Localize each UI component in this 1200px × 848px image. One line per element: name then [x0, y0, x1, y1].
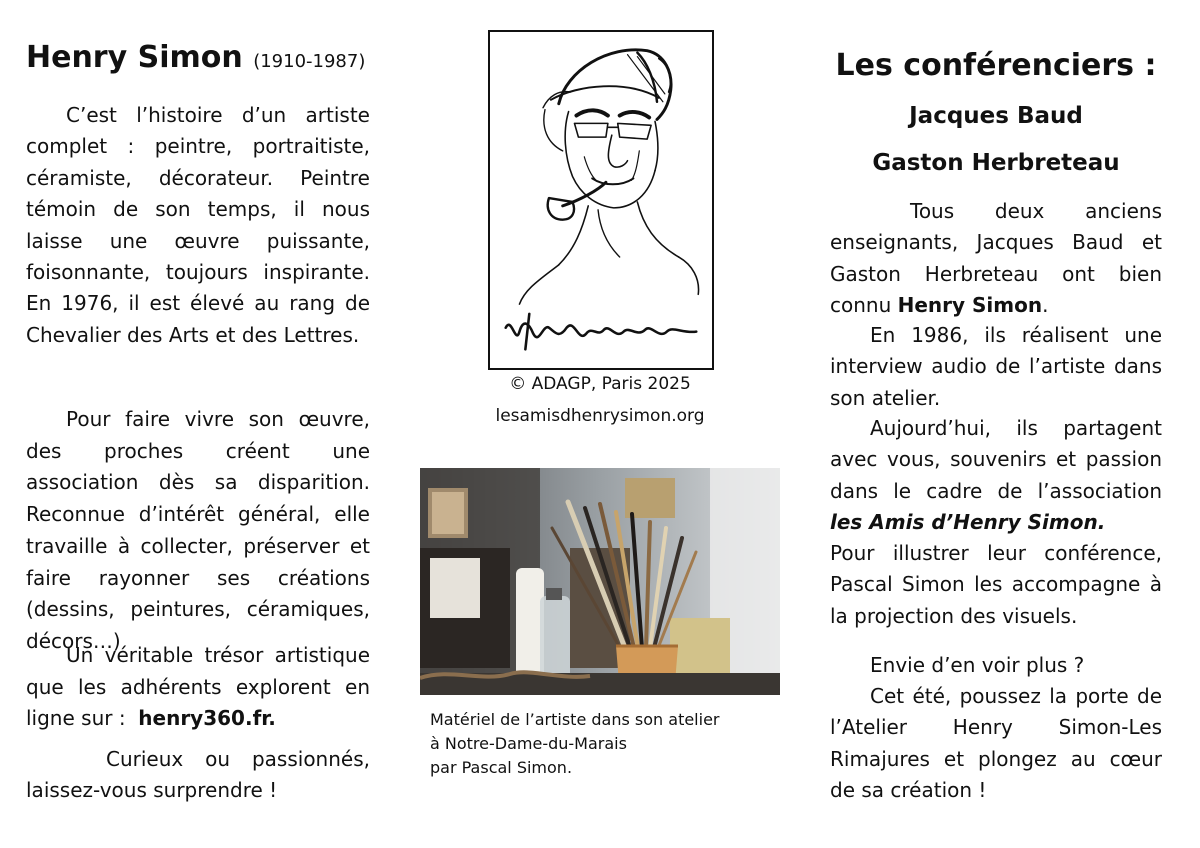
henry-simon-bold: Henry Simon [897, 292, 1043, 317]
atelier-invitation-paragraph: Cet été, poussez la porte de l’Atelier Henry Simon-Les Rimajures et plongez au cœur de sa création ! [830, 684, 1162, 802]
photo-caption-line: à Notre-Dame-du-Marais [430, 734, 627, 753]
speakers-title: Les conférenciers : [835, 48, 1157, 83]
association-name: les Amis d’Henry Simon. [830, 509, 1106, 534]
association-paragraph: Pour faire vivre son œuvre, des proches créent une association dès sa disparition. Reconnue d’intérêt général, elle travaille à collecter, préserver et faire rayonner ses créations (dessins, peintures, céramiques, décors…) [26, 407, 370, 653]
closing-paragraph: Curieux ou passionnés, laissez-vous surprendre ! [26, 747, 370, 803]
artist-portrait-drawing [488, 30, 714, 370]
speakers-intro-paragraph [830, 196, 1162, 321]
treasure-text: Un véritable trésor artistique que les adhérents explorent en ligne sur : [26, 643, 370, 731]
artist-years: (1910-1987) [253, 51, 366, 72]
studio-photo [420, 468, 780, 695]
projection-paragraph: Pour illustrer leur conférence, Pascal Simon les accompagne à la projection des visuels. [830, 541, 1162, 628]
photo-caption-line: par Pascal Simon. [430, 758, 573, 777]
speakers-intro-text: Tous deux anciens enseignants, Jacques Baud et Gaston Herbreteau ont bien connu [830, 199, 1162, 317]
artist-name: Henry Simon [26, 40, 243, 75]
photo-caption [430, 708, 780, 780]
bio-paragraph: C’est l’histoire d’un artiste complet : peintre, portraitiste, céramiste, décorateur. Peintre témoin de son temps, il nous laisse une œuvre puissante, foisonnante, toujours inspirante. En 1976, il est élevé au rang de Chevalier des Arts et des Lettres. [26, 103, 370, 347]
portrait-sketch [490, 32, 712, 368]
interview-paragraph: En 1986, ils réalisent une interview audio de l’artiste dans son atelier. [830, 323, 1162, 410]
brushes-in-pot-photo [420, 468, 780, 695]
speaker-name: Gaston Herbreteau [872, 150, 1120, 176]
sharing-text: Aujourd’hui, ils partagent avec vous, souvenirs et passion dans le cadre de l’association [830, 416, 1162, 503]
sharing-paragraph [830, 413, 1162, 538]
treasure-paragraph [26, 640, 370, 735]
henry360-link[interactable]: henry360.fr. [138, 706, 276, 731]
speaker-name: Jacques Baud [909, 103, 1083, 129]
see-more-question: Envie d’en voir plus ? [870, 653, 1085, 677]
page-title [26, 40, 365, 75]
photo-caption-line: Matériel de l’artiste dans son atelier [430, 710, 720, 729]
copyright-notice: © ADAGP, Paris 2025 [509, 374, 691, 394]
speakers-intro-end: . [1042, 292, 1049, 317]
website-url[interactable]: lesamisdhenrysimon.org [495, 406, 705, 426]
